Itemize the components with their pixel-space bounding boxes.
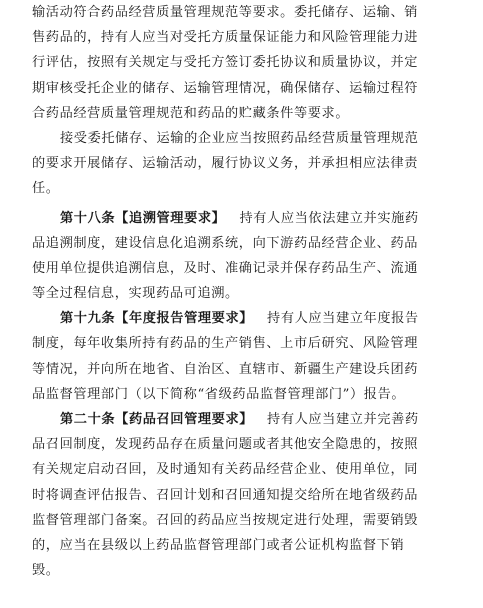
paragraph-line: 接受委托储存、运输的企业应当按照药品经营质量管理规范 (60, 130, 419, 146)
article-18 (32, 206, 452, 307)
article-text: 持有人应当依法建立并实施药 (239, 210, 419, 226)
article-title: 【追溯管理要求】 (115, 210, 226, 226)
article-19 (32, 306, 452, 407)
article-title: 【药品召回管理要求】 (115, 412, 254, 427)
article-heading-line (32, 206, 452, 231)
paragraph-line: 等全过程信息，实现药品可追溯。 (32, 286, 239, 302)
article-text: 持有人应当建立年度报告 (267, 311, 419, 327)
paragraph-line: 使用单位提供追溯信息，及时、准确记录并保存药品生产、流通 (32, 260, 419, 276)
paragraph-line: 等情况，并向所在地省、自治区、直辖市、新疆生产建设兵团药 (32, 361, 419, 377)
paragraph-line: 品召回制度，发现药品存在质量问题或者其他安全隐患的，按照 (32, 437, 419, 453)
paragraph-line: 制度，每年收集所持有药品的生产销售、上市后研究、风险管理 (32, 336, 419, 352)
paragraph-line: 监督管理部门备案。召回的药品应当按规定进行处理，需要销毁 (32, 512, 419, 528)
paragraph-line: 毁。 (32, 563, 60, 579)
article-heading-line (32, 306, 452, 331)
paragraph-line: 品追溯制度，建设信息化追溯系统，向下游药品经营企业、药品 (32, 235, 419, 251)
article-20 (32, 407, 452, 583)
paragraph-line: 有关规定启动召回，及时通知有关药品经营企业、使用单位，同 (32, 462, 419, 478)
paragraph-line: 行评估，按照有关规定与受托方签订委托协议和质量协议，并定 (32, 55, 419, 71)
intro-paragraph (32, 0, 452, 126)
paragraph-line: 的，应当在县级以上药品监督管理部门或者公证机构监督下销 (32, 537, 405, 553)
paragraph-line: 时将调查评估报告、召回计划和召回通知提交给所在地省级药品 (32, 487, 419, 503)
article-number: 第十九条 (60, 311, 116, 327)
paragraph-line: 输活动符合药品经营质量管理规范等要求。委托储存、运输、销 (32, 5, 419, 20)
paragraph-line: 售药品的，持有人应当对受托方质量保证能力和风险管理能力进 (32, 30, 419, 46)
paragraph-line: 期审核受托企业的储存、运输管理情况，确保储存、运输过程符 (32, 80, 419, 96)
article-number: 第二十条 (60, 412, 116, 427)
article-text: 持有人应当建立并完善药 (267, 412, 419, 427)
paragraph-line: 任。 (32, 181, 60, 197)
article-number: 第十八条 (60, 210, 116, 226)
article-heading-line (32, 407, 452, 432)
paragraph-line: 合药品经营质量管理规范和药品的贮藏条件等要求。 (32, 105, 350, 121)
paragraph-line: 的要求开展储存、运输活动，履行协议义务，并承担相应法律责 (32, 156, 419, 172)
paragraph-line: 品监督管理部门（以下简称“省级药品监督管理部门”）报告。 (32, 386, 406, 402)
article-title: 【年度报告管理要求】 (115, 311, 254, 327)
document-page (32, 0, 452, 583)
contractor-paragraph (32, 126, 452, 202)
